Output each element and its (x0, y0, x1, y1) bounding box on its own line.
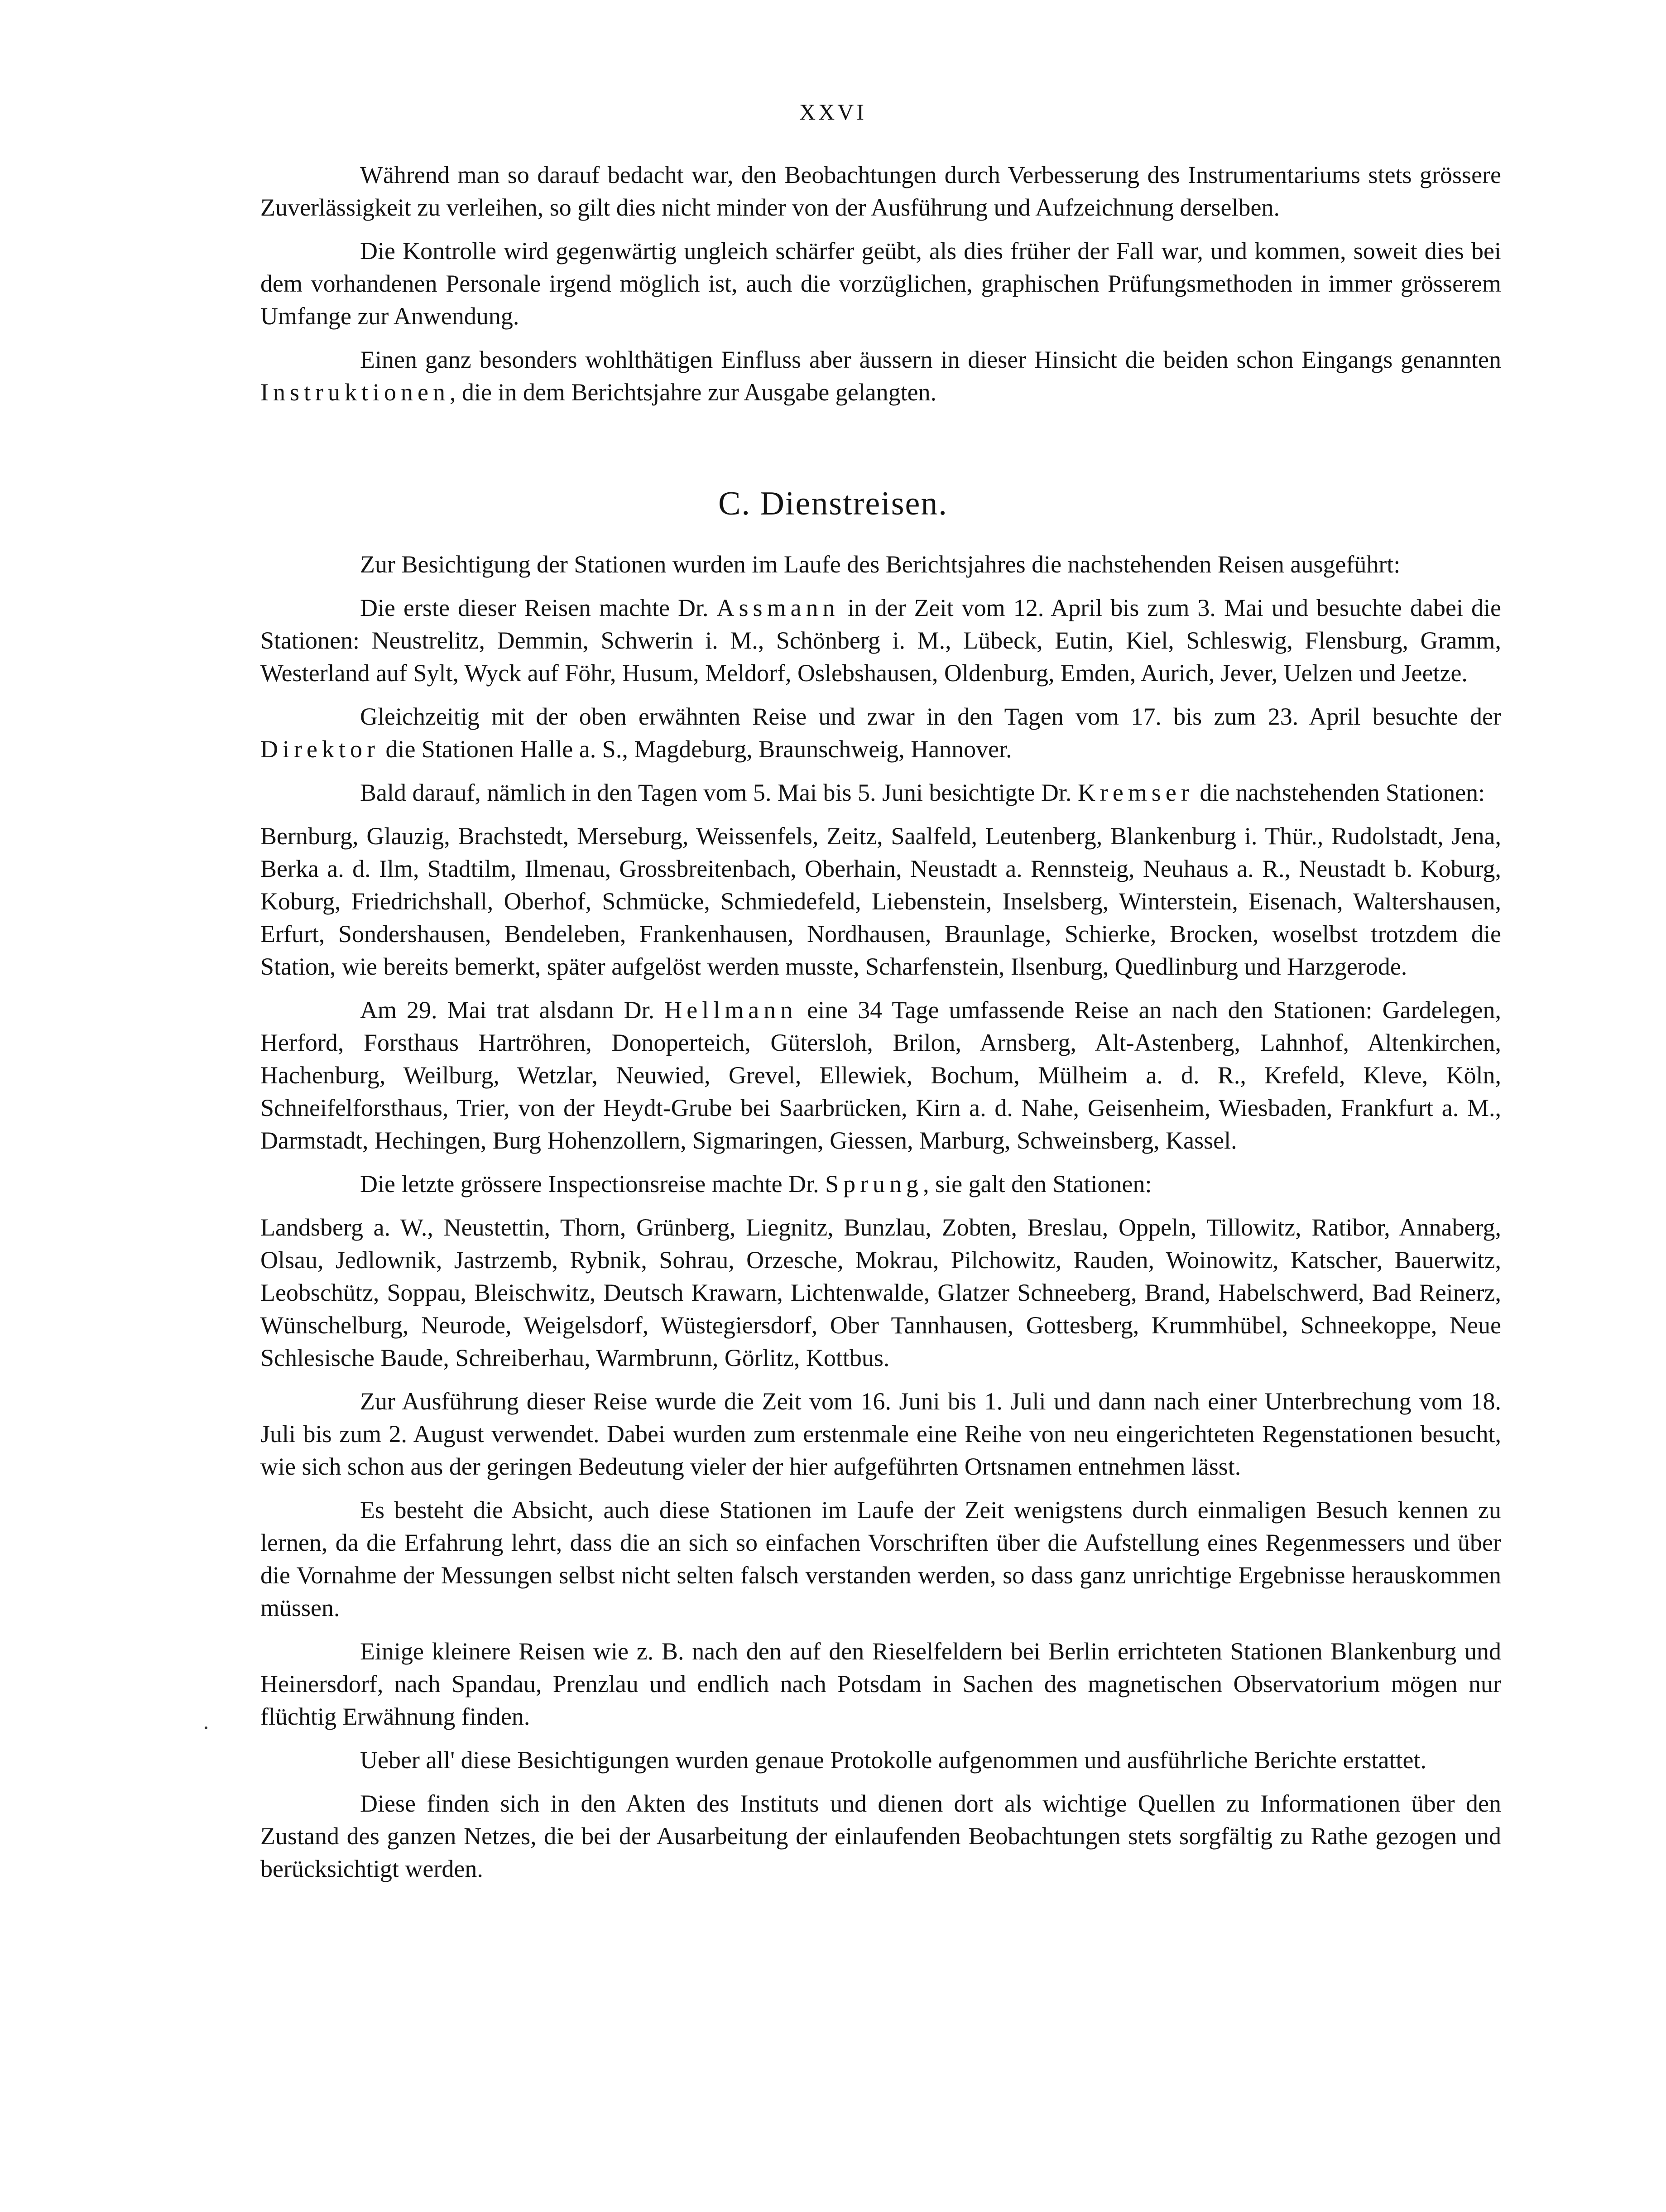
paragraph-text: , sie galt den Stationen: (923, 1170, 1152, 1197)
station-list (260, 820, 1501, 983)
paragraph (260, 1635, 1501, 1733)
paragraph-text: Einen ganz besonders wohlthätigen Einfluss aber äussern in dieser Hinsicht die beiden schon Eingangs genannten (360, 346, 1501, 373)
paragraph-text: Zur Ausführung dieser Reise wurde die Zeit vom 16. Juni bis 1. Juli und dann nach einer Unterbrechung vom 18. Juli bis zum 2. August verwendet. Dabei wurden zum erstenmale eine Reihe von neu eingerichteten Regenstationen besucht, wie sich schon aus der geringen Bedeutung vieler der hier aufgeführten Ortsnamen entnehmen lässt. (260, 1388, 1501, 1480)
emphasized-name: Assmann (716, 594, 840, 621)
section-heading: C. Dienstreisen. (718, 485, 948, 522)
paragraph (260, 1744, 1501, 1776)
paragraph (260, 700, 1501, 765)
emphasized-name: Direktor (260, 736, 379, 763)
paragraph (260, 1787, 1501, 1885)
paragraph-text: die Stationen Halle a. S., Magdeburg, Braunschweig, Hannover. (379, 736, 1012, 763)
section-body (260, 548, 1501, 1896)
paragraph (260, 591, 1501, 689)
paragraph-text: Während man so darauf bedacht war, den Beobachtungen durch Verbesserung des Instrumentariums stets grössere Zuverlässigkeit zu verleihen, so gilt dies nicht minder von der Ausführung und Aufzeichnung derselben. (260, 161, 1501, 221)
paragraph-text: Gleichzeitig mit der oben erwähnten Reise und zwar in den Tagen vom 17. bis zum 23. April besuchte der (360, 703, 1501, 730)
paragraph (260, 159, 1501, 224)
paragraph-text: in der Zeit vom 12. April bis zum 3. Mai und besuchte dabei die Stationen: Neustrelitz, Demmin, Schwerin i. M., Schönberg i. M., Lübeck, Eutin, Kiel, Schleswig, Flensburg, Gramm, Westerland auf Sylt, Wyck auf Föhr, Husum, Meldorf, Oslebshausen, Oldenburg, Emden, Aurich, Jever, Uelzen und Jeetze. (260, 594, 1502, 687)
paragraph (260, 235, 1501, 332)
emphasized-name: Sprung (825, 1170, 923, 1197)
paragraph-text: Bernburg, Glauzig, Brachstedt, Merseburg, Weissenfels, Zeitz, Saalfeld, Leutenberg, Blankenburg i. Thür., Rudolstadt, Jena, Berka a. d. Ilm, Stadtilm, Ilmenau, Grossbreitenbach, Oberhain, Neustadt a. Rennsteig, Neuhaus a. R., Neustadt b. Koburg, Koburg, Friedrichshall, Oberhof, Schmücke, Schmiedefeld, Liebenstein, Inselsberg, Winterstein, Eisenach, Waltershausen, Erfurt, Sondershausen, Bendeleben, Frankenhausen, Nordhausen, Braunlage, Schierke, Brocken, woselbst trotzdem die Station, wie bereits bemerkt, später aufgelöst werden musste, Scharfenstein, Ilsenburg, Quedlinburg und Harzgerode. (260, 822, 1501, 980)
paragraph-text: Die letzte grössere Inspectionsreise machte Dr. (360, 1170, 826, 1197)
paragraph-text: Bald darauf, nämlich in den Tagen vom 5. Mai bis 5. Juni besichtigte Dr. (360, 779, 1078, 806)
emphasized-name: Hellmann (664, 996, 797, 1024)
station-list (260, 1211, 1501, 1374)
paragraph (260, 1494, 1501, 1624)
paragraph-text: die nachstehenden Stationen: (1193, 779, 1485, 806)
paragraph (260, 548, 1501, 581)
ink-speck (205, 1726, 207, 1729)
paragraph (260, 1385, 1501, 1483)
paragraph-text: Die erste dieser Reisen machte Dr. (360, 594, 717, 621)
paragraph-text: Diese finden sich in den Akten des Instituts und dienen dort als wichtige Quellen zu Informationen über den Zustand des ganzen Netzes, die bei der Ausarbeitung der einlaufenden Beobachtungen stets sorgfältig zu Rathe gezogen und berücksichtigt werden. (260, 1790, 1501, 1882)
paragraph (260, 776, 1501, 809)
paragraph-text: Die Kontrolle wird gegenwärtig ungleich schärfer geübt, als dies früher der Fall war, und kommen, soweit dies bei dem vorhandenen Personale irgend möglich ist, auch die vorzüglichen, graphischen Prüfungsmethoden in immer grösserem Umfange zur Anwendung. (260, 237, 1501, 330)
paragraph (260, 994, 1501, 1157)
paragraph-text: Zur Besichtigung der Stationen wurden im Laufe des Berichtsjahres die nachstehenden Reisen ausgeführt: (360, 551, 1401, 578)
paragraph (260, 343, 1501, 409)
page-number: XXVI (799, 99, 867, 125)
emphasized-term: Instruktionen (260, 379, 450, 406)
paragraph-text: Ueber all' diese Besichtigungen wurden genaue Protokolle aufgenommen und ausführliche Berichte erstattet. (360, 1746, 1426, 1774)
paragraph-text: Es besteht die Absicht, auch diese Stationen im Laufe der Zeit wenigstens durch einmaligen Besuch kennen zu lernen, da die Erfahrung lehrt, dass die an sich so einfachen Vorschriften über die Aufstellung eines Regenmessers und über die Vornahme der Messungen selbst nicht selten falsch verstanden werden, so dass ganz unrichtige Ergebnisse herauskommen müssen. (260, 1496, 1501, 1621)
paragraph-text: Landsberg a. W., Neustettin, Thorn, Grünberg, Liegnitz, Bunzlau, Zobten, Breslau, Oppeln, Tillowitz, Ratibor, Annaberg, Olsau, Jedlownik, Jastrzemb, Rybnik, Sohrau, Orzesche, Mokrau, Pilchowitz, Rauden, Woinowitz, Katscher, Bauerwitz, Leobschütz, Soppau, Bleischwitz, Deutsch Krawarn, Lichtenwalde, Glatzer Schneeberg, Brand, Habelschwerd, Bad Reinerz, Wünschelburg, Neurode, Weigelsdorf, Wüstegiersdorf, Ober Tannhausen, Gottesberg, Krummhübel, Schneekoppe, Neue Schlesische Baude, Schreiberhau, Warmbrunn, Görlitz, Kottbus. (260, 1214, 1501, 1371)
paragraph (260, 1168, 1501, 1200)
emphasized-name: Kremser (1077, 779, 1194, 806)
paragraph-text: Am 29. Mai trat alsdann Dr. (360, 996, 665, 1024)
paragraph-text: Einige kleinere Reisen wie z. B. nach den auf den Rieselfeldern bei Berlin errichteten Stationen Blankenburg und Heinersdorf, nach Spandau, Prenzlau und endlich nach Potsdam in Sachen des magnetischen Observatorium mögen nur flüchtig Erwähnung finden. (260, 1638, 1501, 1730)
intro-text (260, 159, 1501, 419)
paragraph-text: eine 34 Tage umfassende Reise an nach den Stationen: Gardelegen, Herford, Forsthaus Hartröhren, Donoperteich, Gütersloh, Brilon, Arnsberg, Alt-Astenberg, Lahnhof, Altenkirchen, Hachenburg, Weilburg, Wetzlar, Neuwied, Grevel, Ellewiek, Bochum, Mülheim a. d. R., Krefeld, Kleve, Köln, Schneifelforsthaus, Trier, von der Heydt-Grube bei Saarbrücken, Kirn a. d. Nahe, Geisenheim, Wiesbaden, Frankfurt a. M., Darmstadt, Hechingen, Burg Hohenzollern, Sigmaringen, Giessen, Marburg, Schweinsberg, Kassel. (260, 996, 1501, 1154)
paragraph-text: , die in dem Berichtsjahre zur Ausgabe gelangten. (449, 379, 937, 406)
